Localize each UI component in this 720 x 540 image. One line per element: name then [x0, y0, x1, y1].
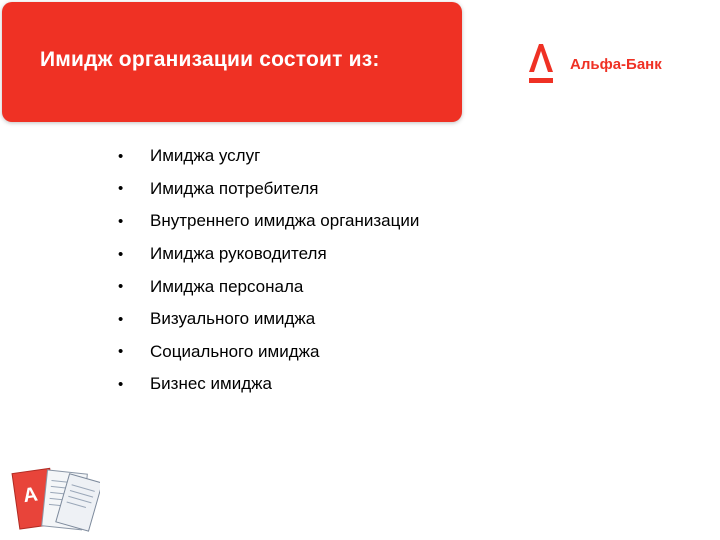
- bullet-text: Социального имиджа: [150, 341, 320, 361]
- svg-text:A: A: [21, 483, 40, 508]
- alfa-bank-logo: [526, 40, 696, 90]
- bullet-text: Имиджа потребителя: [150, 178, 319, 198]
- bullet-dot: •: [118, 375, 124, 393]
- bullet-dot: •: [118, 212, 124, 230]
- bullet-text: Бизнес имиджа: [150, 374, 272, 394]
- title-banner: [2, 2, 462, 122]
- bullet-text: Имиджа услуг: [150, 146, 261, 166]
- bullet-dot: •: [118, 343, 124, 361]
- bullet-dot: •: [118, 310, 124, 328]
- bullet-item: [118, 205, 419, 238]
- bullet-item: [118, 303, 419, 336]
- bullet-item: [118, 140, 419, 173]
- bullet-item: [118, 238, 419, 271]
- bullet-list: [118, 140, 419, 401]
- bullet-text: Визуального имиджа: [150, 309, 316, 329]
- bullet-item: [118, 336, 419, 369]
- bullet-dot: •: [118, 147, 124, 165]
- bullet-text: Имиджа персонала: [150, 276, 304, 296]
- alfa-bank-logo-icon: [526, 40, 556, 86]
- bullet-item: [118, 270, 419, 303]
- bullet-item: [118, 173, 419, 206]
- bullet-dot: •: [118, 180, 124, 198]
- bullet-dot: •: [118, 278, 124, 296]
- bullet-text: Имиджа руководителя: [150, 244, 327, 264]
- bullet-text: Внутреннего имиджа организации: [150, 211, 420, 231]
- bullet-item: [118, 368, 419, 401]
- slide-title: Имидж организации состоит из:: [40, 48, 380, 71]
- booklet-documents-icon: [10, 460, 100, 536]
- logo-text: Альфа-Банк: [570, 56, 662, 73]
- bullet-dot: •: [118, 245, 124, 263]
